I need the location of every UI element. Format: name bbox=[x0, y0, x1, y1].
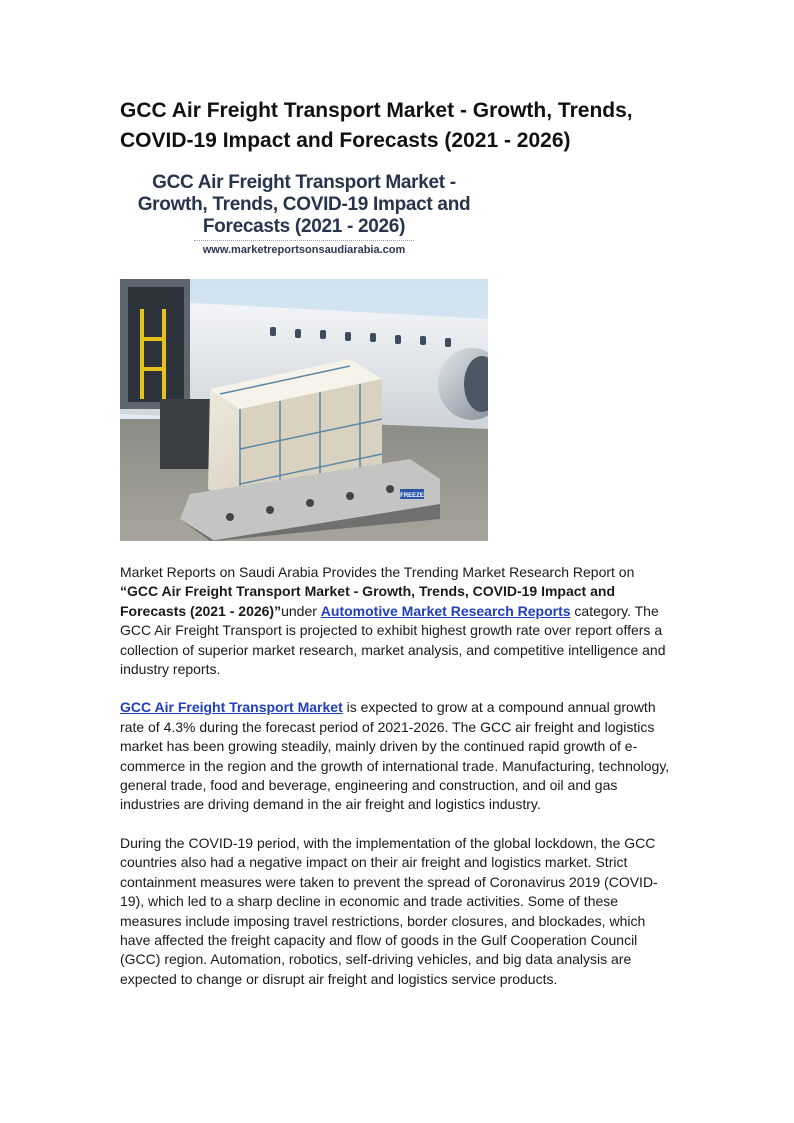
category-link[interactable]: Automotive Market Research Reports bbox=[320, 602, 571, 619]
report-title-bold: “GCC Air Freight Transport Market - Growth, Trends, COVID-19 Impact and Forecasts (2021 - 2026)” bbox=[120, 583, 615, 619]
page-title: GCC Air Freight Transport Market - Growth, Trends, COVID-19 Impact and Forecasts (2021 - 2026) bbox=[120, 99, 633, 152]
report-banner bbox=[120, 172, 488, 272]
banner-title-line-1: GCC Air Freight Transport Market - bbox=[152, 172, 456, 193]
market-growth-text: is expected to grow at a compound annual growth rate of 4.3% during the forecast period of 2021-2026. The GCC air freight and logistics market has been growing steadily, mainly driven by the continued rapid growth of e-commerce in the region and the growth of international trade. Manufacturing, technology, general trade, food and beverage, engineering and construction, and oil and gas industries are driving demand in the air freight and logistics industry. bbox=[120, 699, 670, 813]
under-text: under bbox=[281, 602, 321, 619]
banner-dotted-rule bbox=[194, 240, 414, 241]
banner-title-line-3: Forecasts (2021 - 2026) bbox=[202, 216, 406, 237]
intro-text: Market Reports on Saudi Arabia Provides the Trending Market Research Report on bbox=[120, 564, 635, 580]
cargo-hold bbox=[128, 287, 184, 402]
banner-title-line-2: Growth, Trends, COVID-19 Impact and bbox=[137, 194, 471, 215]
paragraph-market-growth bbox=[120, 698, 676, 814]
intro-rest-text: category. The GCC Air Freight Transport is projected to exhibit highest growth rate over report offers a collection of superior market research, market analysis, and competitive intelligence and industry reports. bbox=[120, 602, 666, 678]
paragraph-covid: During the COVID-19 period, with the implementation of the global lockdown, the GCC countries also had a negative impact on their air freight and logistics market. Strict containment measures were taken to prevent the spread of Coronavirus 2019 (COVID-19), which led to a sharp decline in economic and trade activities. Some of these measures include imposing travel restrictions, border closures, and blockades, which have affected the freight capacity and flow of goods in the Gulf Cooperation Council (GCC) region. Automation, robotics, self-driving vehicles, and big data analysis are expected to change or disrupt air freight and logistics service products. bbox=[120, 834, 658, 987]
market-link[interactable]: GCC Air Freight Transport Market bbox=[120, 699, 343, 716]
pallet-tag-text: FREEZE bbox=[400, 493, 424, 499]
article-body bbox=[120, 563, 676, 1008]
air-cargo-photo bbox=[120, 279, 488, 541]
banner-url: www.marketreportsonsaudiarabia.com bbox=[202, 244, 406, 256]
paragraph-intro bbox=[120, 563, 676, 679]
air-cargo-illustration bbox=[120, 279, 488, 541]
